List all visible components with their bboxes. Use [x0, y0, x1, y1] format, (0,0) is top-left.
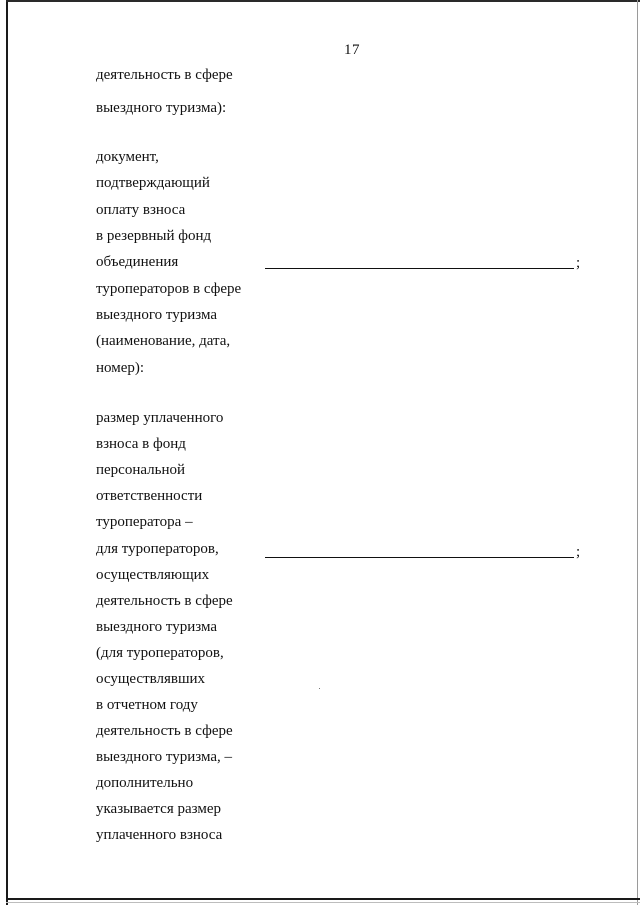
text-line: выездного туризма): — [96, 100, 227, 116]
text-line: деятельность в сфере — [96, 593, 233, 609]
scan-border-bottom-faint — [6, 902, 640, 903]
text-line: в отчетном году — [96, 697, 198, 713]
text-line: деятельность в сфере — [96, 723, 233, 739]
text-line: объединения — [96, 254, 179, 270]
scan-speck — [319, 688, 320, 689]
text-line: ответственности — [96, 488, 203, 504]
text-line: размер уплаченного — [96, 410, 224, 426]
text-line: указывается размер — [96, 801, 221, 817]
line-terminator: ; — [576, 544, 581, 560]
text-line: (для туроператоров, — [96, 645, 224, 661]
text-line: (наименование, дата, — [96, 333, 231, 349]
text-line: в резервный фонд — [96, 228, 212, 244]
text-line: туроператора – — [96, 514, 193, 530]
fill-in-line-personal-fund — [265, 557, 574, 558]
text-line: взноса в фонд — [96, 436, 186, 452]
text-line: выездного туризма, – — [96, 749, 232, 765]
text-line: номер): — [96, 360, 145, 376]
text-line: туроператоров в сфере — [96, 281, 242, 297]
text-line: документ, — [96, 149, 159, 165]
text-line: оплату взноса — [96, 202, 186, 218]
text-line: осуществлявших — [96, 671, 206, 687]
text-line: выездного туризма — [96, 307, 217, 323]
page-number: 17 — [344, 42, 360, 58]
scan-border-top — [6, 0, 640, 2]
text-line: осуществляющих — [96, 567, 210, 583]
text-line: подтверждающий — [96, 175, 210, 191]
text-line: персональной — [96, 462, 186, 478]
text-line: уплаченного взноса — [96, 827, 223, 843]
scan-border-bottom — [6, 898, 640, 900]
text-line: деятельность в сфере — [96, 67, 233, 83]
text-line: для туроператоров, — [96, 541, 219, 557]
line-terminator: ; — [576, 255, 581, 271]
text-line: выездного туризма — [96, 619, 217, 635]
scan-border-right — [637, 0, 638, 905]
scan-border-left — [6, 0, 8, 905]
fill-in-line-reserve-fund — [265, 268, 574, 269]
text-line: дополнительно — [96, 775, 194, 791]
